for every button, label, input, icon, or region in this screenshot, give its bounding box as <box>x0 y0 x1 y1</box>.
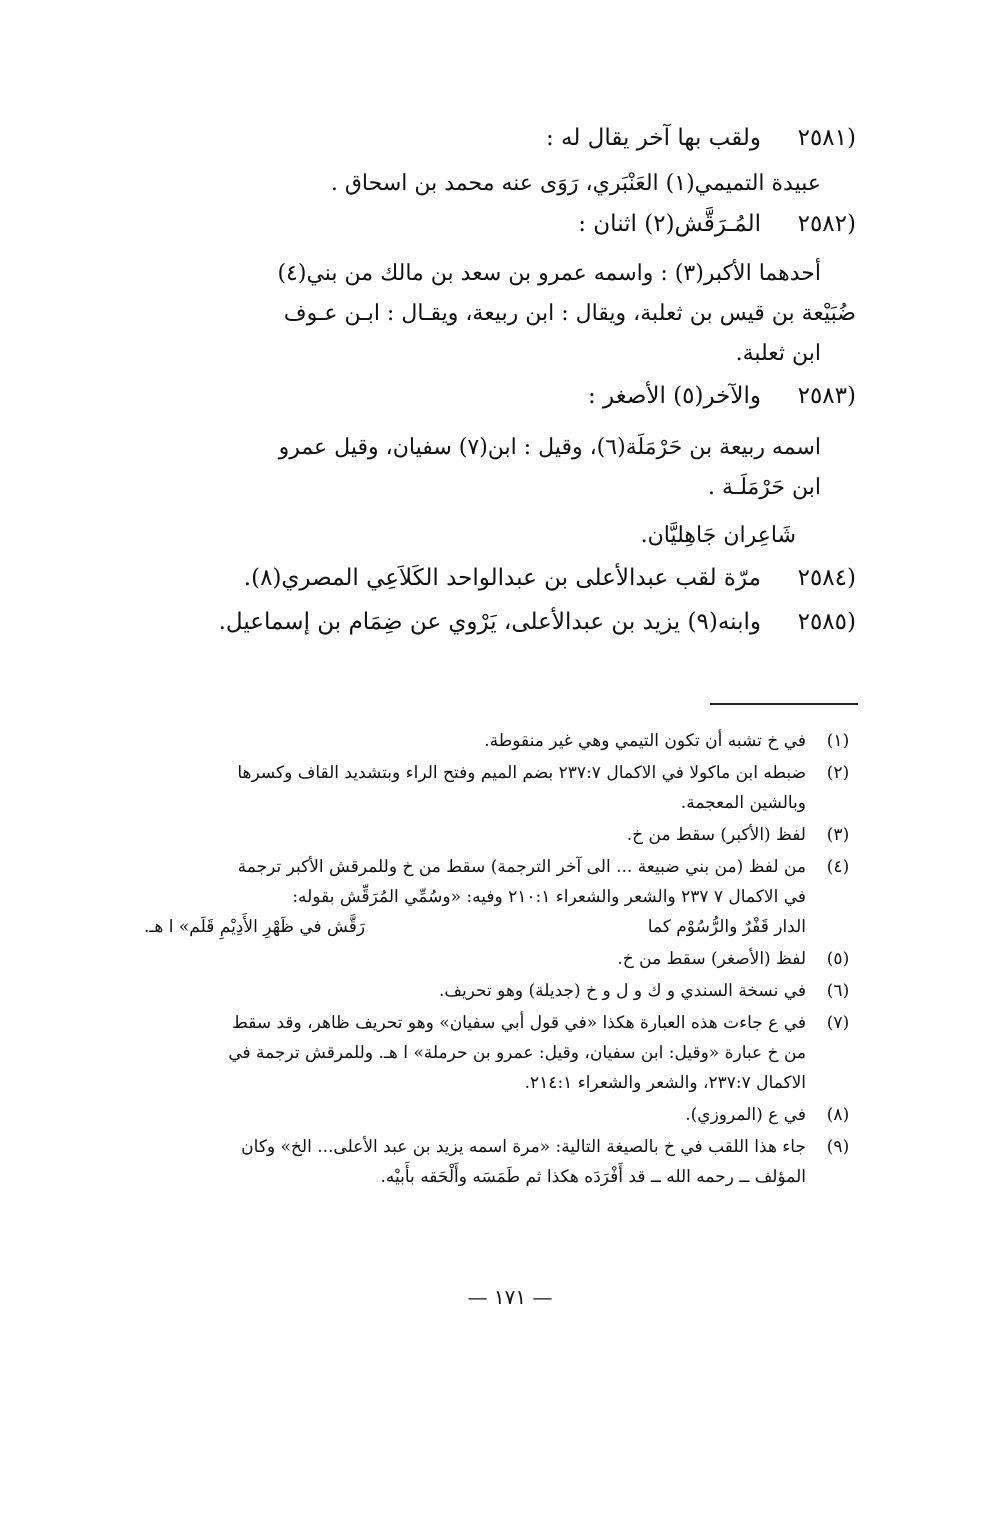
entry-number: (٢٥٨٣ <box>797 383 856 409</box>
footnote-line: لفظ (الأكبر) سقط من خ. <box>626 825 806 845</box>
entry-number: (٢٥٨٤ <box>797 565 856 591</box>
footnote-number: (١) <box>826 731 850 751</box>
verse-line <box>144 912 806 942</box>
footnote-number: (٣) <box>826 825 850 845</box>
footnote-line: في نسخة السندي و ك و ل و خ (جديلة) وهو تحريف. <box>438 981 806 1001</box>
footnote-line: لفظ (الأصغر) سقط من خ. <box>617 949 806 969</box>
footnote-number: (٨) <box>826 1105 850 1125</box>
entry-head: ولقب بها آخر يقال له : <box>545 125 761 151</box>
entry-line: أحدهما الأكبر(٣) : واسمه عمرو بن سعد بن مالك من بني(٤) <box>277 261 821 286</box>
footnote-4 <box>144 852 856 942</box>
entry-line: ابن ثعلبة. <box>735 341 821 366</box>
entry-number: (٢٥٨٢ <box>797 211 856 237</box>
entry-head: مرّة لقب عبدالأعلى بن عبدالواحد الكَلاَعِي المصري(٨). <box>243 565 761 591</box>
entry-number: (٢٥٨٥ <box>797 609 856 635</box>
footnote-line: ضبطه ابن ماكولا في الاكمال ٢٣٧:٧ بضم الميم وفتح الراء وبتشديد القاف وكسرها <box>237 763 806 783</box>
entry-line: ضُبَيْعة بن قيس بن ثعلبة، ويقال : ابن ربيعة، ويقـال : ابـن عـوف <box>283 301 856 326</box>
footnote-line: في ع (المروزي). <box>685 1105 806 1125</box>
entry-line: عبيدة التميمي(١) العَنْبَري، رَوَى عنه محمد بن اسحاق . <box>330 171 821 196</box>
footnotes <box>144 726 856 1194</box>
footnote-line: الاكمال ٢٣٧:٧، والشعر والشعراء ٢١٤:١. <box>524 1073 806 1093</box>
footnote-line: في ع جاءت هذه العبارة هكذا «في قول أبي سفيان» وهو تحريف ظاهر، وقد سقط <box>232 1013 806 1033</box>
footnote-line: من لفظ (من بني ضبيعة ... الى آخر الترجمة) سقط من خ وللمرقش الأكبر ترجمة <box>237 857 806 877</box>
footnote-line: في الاكمال ٧ ٢٣٧ والشعر والشعراء ٢١٠:١ وفيه: «وسُمِّي المُرَقِّش بقوله: <box>292 887 806 907</box>
entry-head: والآخر(٥) الأصغر : <box>587 383 761 409</box>
footnote-line: في خ تشبه أن تكون التيمي وهي غير منقوطة. <box>484 731 806 751</box>
footnote-1 <box>144 726 856 756</box>
entry-number: (٢٥٨١ <box>797 125 856 151</box>
entry-2581 <box>136 118 856 158</box>
entry-head: وابنه(٩) يزيد بن عبدالأعلى، يَرْوي عن ضِمَام بن إسماعيل. <box>218 609 761 635</box>
footnote-6 <box>144 976 856 1006</box>
page-number: — ١٧١ — <box>467 1285 553 1309</box>
footnote-2 <box>144 758 856 818</box>
entry-2582 <box>136 204 856 244</box>
main-text <box>136 118 856 642</box>
entry-line: ابن حَرْمَلَـة . <box>707 475 821 500</box>
footnote-7 <box>144 1008 856 1098</box>
footnote-3 <box>144 820 856 850</box>
entry-head: المُـرَقَّش(٢) اثنان : <box>578 211 761 237</box>
footnote-5 <box>144 944 856 974</box>
footnote-line: المؤلف ــ رحمه الله ــ قد أَفْرَدَه هكذا ثم طَمَسَه وأَلْحَقه بأَبيْه. <box>380 1167 806 1187</box>
footnote-8 <box>144 1100 856 1130</box>
entry-line: اسمه ربيعة بن حَرْمَلَة(٦)، وقيل : ابن(٧) سفيان، وقيل عمرو <box>278 435 821 460</box>
footnote-number: (٩) <box>826 1137 850 1157</box>
footnote-number: (٦) <box>826 981 850 1001</box>
entry-2584 <box>136 558 856 598</box>
footnote-line: من خ عبارة «وقيل: ابن سفيان، وقيل: عمرو بن حرملة» ا هـ. وللمرقش ترجمة في <box>228 1043 806 1063</box>
footnote-9 <box>144 1132 856 1192</box>
footnote-number: (٧) <box>826 1013 850 1033</box>
footnote-line: وبالشين المعجمة. <box>680 793 806 813</box>
footnote-number: (٥) <box>826 949 850 969</box>
footnote-separator <box>710 703 858 705</box>
footnote-number: (٤) <box>826 857 850 877</box>
entry-2585 <box>136 602 856 642</box>
footnote-line: جاء هذا اللقب في خ بالصيغة التالية: «مرة اسمه يزيد بن عبد الأعلى... الخ» وكان <box>241 1137 806 1157</box>
entry-2583 <box>136 376 856 416</box>
verse-hemistich-left: رَقَّش في ظَهْرِ الأَدِيْمِ قَلَم» ا هـ. <box>144 917 366 937</box>
entry-line: شَاعِران جَاهِليَّان. <box>640 523 796 548</box>
footnote-number: (٢) <box>826 763 850 783</box>
verse-hemistich-right: الدار قَفْرٌ والرُّسُوْم كما <box>647 917 806 937</box>
